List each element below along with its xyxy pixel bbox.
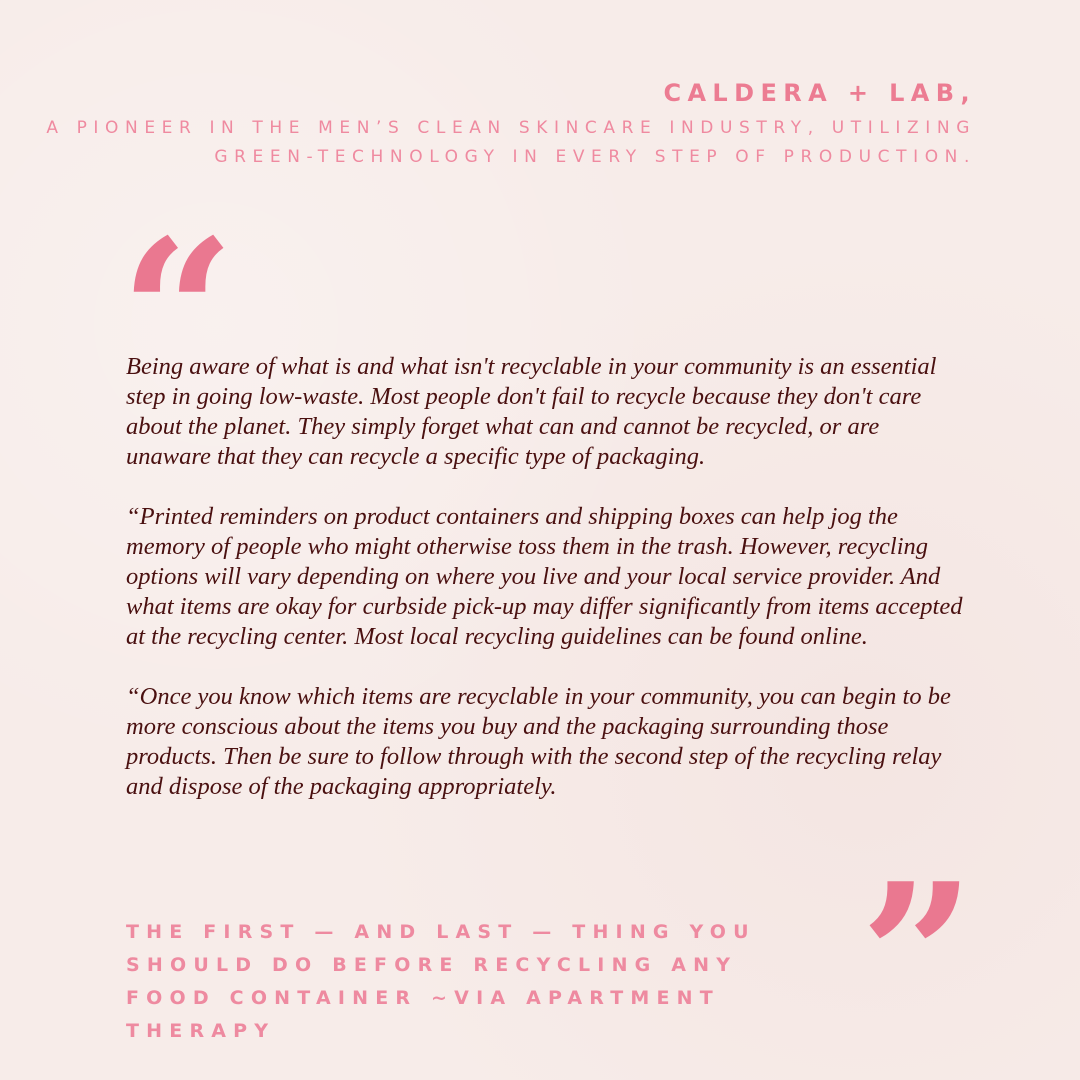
brand-name: CALDERA + LAB, <box>663 79 976 107</box>
quote-source: THE FIRST — AND LAST — THING YOU SHOULD DO BEFORE RECYCLING ANY FOOD CONTAINER ~VIA APARTMENT THERAPY <box>126 921 756 1042</box>
quote-paragraph-2: “Printed reminders on product containers and shipping boxes can help jog the memory of people who might otherwise toss them in the trash. However, recycling options will vary depending on where you live and your local service provider. And what items are okay for curbside pick-up may differ significantly from items accepted at the recycling center. Most local recycling guidelines can be found online. <box>126 503 963 650</box>
quote-paragraph-3: “Once you know which items are recyclable in your community, you can begin to be more conscious about the items you buy and the packaging surrounding those products. Then be sure to follow through with the second step of the recycling relay and dispose of the packaging appropriately. <box>126 683 951 800</box>
brand-tagline: A PIONEER IN THE MEN’S CLEAN SKINCARE INDUSTRY, UTILIZING GREEN-TECHNOLOGY IN EVERY STEP OF PRODUCTION. <box>46 118 976 167</box>
open-quote-icon: “ <box>120 196 236 431</box>
close-quote-icon: ” <box>860 840 976 1075</box>
quote-body <box>126 352 966 832</box>
quote-paragraph-1: Being aware of what is and what isn't recyclable in your community is an essential step in going low-waste. Most people don't fail to recycle because they don't care about the planet. They simply forget what can and cannot be recycled, or are unaware that they can recycle a specific type of packaging. <box>126 353 937 470</box>
brand-header <box>0 78 976 172</box>
